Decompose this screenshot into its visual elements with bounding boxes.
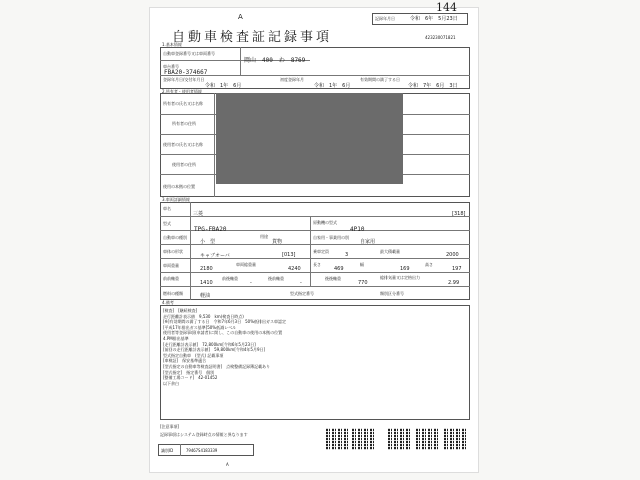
- length-value: 469: [334, 266, 344, 272]
- private-value: 自家用: [360, 239, 376, 245]
- col-divider: [214, 93, 215, 197]
- row-divider: [160, 286, 470, 287]
- engine-label: 原動機の型式: [313, 220, 337, 225]
- front-rear-value: -: [250, 280, 252, 286]
- initial-reg-value: 令和 1年 6月: [314, 83, 351, 89]
- base-location-label: 使用の本拠の位置: [163, 184, 195, 189]
- width-value: 169: [400, 266, 410, 272]
- fuel-value: 軽油: [200, 293, 211, 299]
- expiry-value: 令和 7年 6月 3日: [408, 83, 458, 89]
- redaction-block: [216, 93, 403, 184]
- remarks-line: 以下余白: [163, 380, 179, 386]
- section-owner: 2.所有者・使用者情報: [162, 89, 202, 94]
- body-value: キャブオーバ: [200, 253, 230, 259]
- section-vehicle: 3.車両詳細情報: [162, 197, 190, 202]
- qr-code-icon: [444, 428, 466, 450]
- col-divider: [190, 202, 191, 300]
- remarks-line: [走行距離計表示値] 72,800km[令和6年5月23日]: [163, 341, 256, 347]
- private-label: 自家用・事業用の別: [313, 235, 349, 240]
- section-basic: 1.基本情報: [162, 42, 182, 47]
- notice-text: 記録事項はシステム登録時点の情報と異なります: [160, 432, 248, 437]
- col-divider: [180, 444, 181, 456]
- category-label: 類別区分番号: [380, 291, 404, 296]
- row-divider: [160, 216, 470, 217]
- remarks-line: [車検証] 保安基準適合: [163, 358, 207, 364]
- rear-axle-value: 770: [358, 280, 368, 286]
- expiry-label: 有効期間の満了する日: [360, 77, 400, 82]
- reg-number-value: 岡山 400 わ 8769: [244, 57, 306, 64]
- col-divider: [310, 216, 311, 286]
- handwritten-number: 144: [436, 1, 457, 14]
- gross-value: 4240: [288, 266, 301, 272]
- remarks-line: 4.PM排出基準: [163, 335, 193, 341]
- rear-front-value: -: [300, 280, 302, 286]
- remarks-line: [整備工場コード] 42-01452: [163, 375, 218, 381]
- section-remarks: 4.備考: [162, 300, 174, 305]
- fuel-label: 燃料の種類: [163, 291, 183, 296]
- remarks-line: 型式指定自動車 (型式) 記載事項: [163, 352, 224, 358]
- qr-code-icon: [416, 428, 438, 450]
- body-code: [013]: [282, 252, 296, 258]
- class-label: 自動車の種別: [163, 235, 187, 240]
- width-label: 幅: [360, 262, 364, 267]
- capacity-label: 乗車定員: [313, 249, 329, 254]
- footer-mark: A: [226, 462, 229, 467]
- remarks-line: [※]有効期間の満了する日 令和7年6月3日 50%低排出ガス車認定: [163, 319, 286, 325]
- remarks-list: [163, 308, 286, 386]
- corner-mark: A: [238, 13, 243, 21]
- capacity-value: 3: [345, 252, 349, 258]
- initial-reg-label: 初度登録年月: [280, 77, 304, 82]
- issue-date-value: 令和 6年 5月23日: [410, 16, 458, 22]
- maker-label: 車名: [163, 206, 171, 211]
- front-axle-label: 前前軸重: [163, 276, 179, 281]
- reg-number-label: 自動車登録番号又は車両番号: [163, 51, 215, 56]
- use-label: 用途: [260, 234, 268, 239]
- body-label: 車体の形状: [163, 249, 183, 254]
- rear-axle-label: 後後軸重: [325, 276, 341, 281]
- gross-label: 車両総重量: [236, 262, 256, 267]
- remarks-line: [検査] [継続検査]: [163, 308, 198, 313]
- remarks-line: 使用者等登録事項(申請者)に関し、この自動車の使用の本拠の位置: [163, 330, 283, 336]
- weight-value: 2180: [200, 266, 213, 272]
- class-value: 小 型: [200, 239, 216, 245]
- model-label: 型式: [163, 221, 171, 226]
- engine-value: 4P10: [350, 226, 365, 233]
- record-id-label: 識別ID: [161, 448, 174, 453]
- weight-label: 車両重量: [163, 263, 179, 268]
- owner-address-label: 所有者の住所: [172, 121, 196, 126]
- first-reg-value: 令和 1年 6月: [205, 83, 242, 89]
- remarks-line: 走行距離計表示値 9,530 km(検査日時点): [163, 313, 244, 319]
- notice-label: [注意事項]: [160, 424, 180, 429]
- owner-name-label: 所有者の氏名又は名称: [163, 101, 203, 106]
- front-rear-label: 前後軸重: [222, 276, 238, 281]
- use-value: 貨物: [272, 239, 283, 245]
- type-no-label: 型式指定番号: [290, 291, 314, 296]
- length-label: 長さ: [313, 262, 321, 267]
- remarks-line: [型式指定] 指定番号 個別: [163, 369, 215, 375]
- qr-code-icon: [352, 428, 374, 450]
- displacement-value: 2.99: [448, 280, 460, 286]
- max-load-value: 2000: [446, 252, 459, 258]
- remarks-line: [型式指定の自動車等検査証明書] 点検整備記録簿記載あり: [163, 363, 271, 369]
- max-load-label: 最大積載量: [380, 249, 400, 254]
- maker-code: [318]: [452, 211, 466, 217]
- row-divider: [160, 272, 470, 273]
- maker-value: 三菱: [193, 211, 204, 217]
- height-value: 197: [452, 266, 462, 272]
- rear-front-label: 後前軸重: [268, 276, 284, 281]
- record-id-value: 79467S4183339: [186, 448, 218, 453]
- chassis-label: 車台番号: [163, 64, 179, 69]
- chassis-value: FBA20-374667: [164, 69, 208, 76]
- model-value: TPG-FBA20: [194, 226, 227, 233]
- user-name-label: 使用者の氏名又は名称: [163, 142, 203, 147]
- page-title: 自動車検査証記録事項: [172, 30, 333, 45]
- first-reg-label: 登録年月日/交付年月日: [163, 77, 205, 82]
- displacement-label: 総排気量又は定格出力: [380, 275, 420, 280]
- qr-code-icon: [326, 428, 348, 450]
- remarks-line: [平成17年排出ガス基準]50%低減レベル: [163, 324, 237, 330]
- remarks-line: [前回の走行距離計表示値] 59,800km[令和4年5月9日]: [163, 347, 266, 353]
- serial-number: 423230071821: [425, 35, 456, 40]
- user-address-label: 使用者の住所: [172, 162, 196, 167]
- front-axle-value: 1410: [200, 280, 213, 286]
- qr-code-icon: [388, 428, 410, 450]
- issue-date-label: 記録年月日: [375, 16, 395, 21]
- height-label: 高さ: [425, 262, 433, 267]
- col-divider: [240, 47, 241, 75]
